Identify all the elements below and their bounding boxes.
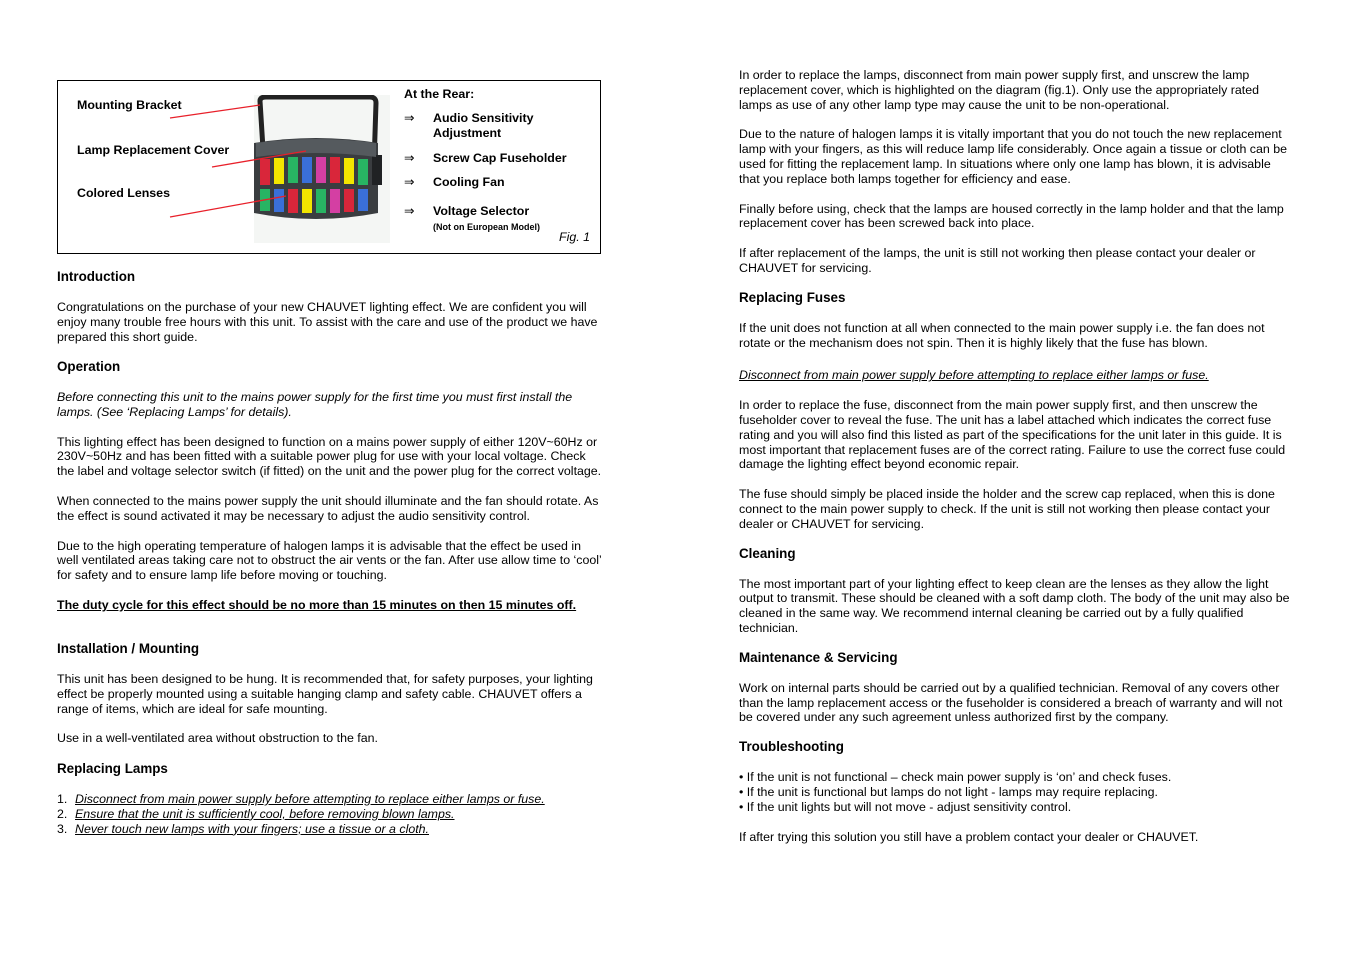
section-operation (57, 359, 605, 613)
maintenance-paragraph: Work on internal parts should be carried out by a qualified technician. Removal of any covers other than the lamp replacement access or the fuseholder is considered a breach of warranty and will not be covered under any such agreement unless authorized first by the company. (739, 680, 1283, 725)
rear-item-note: (Not on European Model) (433, 221, 540, 232)
right-column (739, 68, 1291, 844)
heading-maintenance: Maintenance & Servicing (739, 649, 898, 665)
troubleshooting-paragraph: If after trying this solution you still have a problem contact your dealer or CHAUVET. (739, 829, 1199, 844)
figure-caption: Fig. 1 (559, 230, 590, 244)
section-replacing-lamps (57, 761, 605, 836)
heading-operation: Operation (57, 359, 121, 374)
rear-item-label: Cooling Fan (433, 175, 505, 189)
heading-cleaning: Cleaning (739, 545, 796, 561)
lamp-steps-list (57, 792, 605, 836)
section-installation (57, 641, 605, 746)
operation-paragraph-3: Due to the high operating temperature of halogen lamps it is advisable that the effect be used in well ventilated areas taking care not to obstruct the air vents or the fan. After use allow time to ‘cool’ for safety and to ensure lamp life before moving or touching. (57, 538, 602, 583)
list-item: • If the unit is not functional – check main power supply is ‘on’ and check fuses. (739, 770, 1172, 785)
rear-item-label: Screw Cap Fuseholder (433, 151, 567, 165)
lamps-paragraph-3: Finally before using, check that the lamps are housed correctly in the lamp holder and that the lamp replacement cover has been screwed back into place. (739, 201, 1284, 231)
item-number: 2. (57, 806, 68, 821)
rear-item-voltage (404, 204, 540, 234)
item-number: 1. (57, 792, 68, 806)
rear-item-label-2: Adjustment (433, 125, 502, 140)
label-mounting-bracket: Mounting Bracket (77, 98, 182, 112)
heading-introduction: Introduction (57, 269, 136, 284)
list-item (57, 822, 605, 837)
label-lamp-cover: Lamp Replacement Cover (77, 143, 230, 157)
section-introduction (57, 269, 605, 344)
arrow-icon: ⇒ (404, 111, 415, 125)
arrow-icon: ⇒ (404, 204, 415, 218)
heading-installation: Installation / Mounting (57, 641, 200, 656)
installation-paragraph-1: This unit has been designed to be hung. It is recommended that, for safety purposes, your lighting effect be properly mounted using a suitable hanging clamp and safety cable. CHAUVET offers a range of items, which are ideal for safe mounting. (57, 672, 593, 716)
rear-item-label: Voltage Selector (433, 204, 530, 218)
intro-paragraph: Congratulations on the purchase of your new CHAUVET lighting effect. We are confident you will enjoy many trouble free hours with this unit. To assist with the care and use of the product we have prepared this short guide. (57, 300, 598, 344)
rear-title: At the Rear: (404, 87, 475, 101)
item-number: 3. (57, 821, 68, 836)
operation-paragraph-1: This lighting effect has been designed to function on a mains power supply of either 120V~60Hz or 230V~50Hz and has been fitted with a suitable power plug for use with your local voltage. Check the label and voltage selector switch (if fitted) on the unit and the power plug for the correct voltage. (57, 434, 602, 479)
lamps-paragraph-4: If after replacement of the lamps, the unit is still not working then please contact your dealer or CHAUVET for servicing. (739, 246, 1256, 275)
rear-item-fuseholder (404, 151, 567, 166)
operation-italic-note: Before connecting this unit to the mains power supply for the first time you must first install the lamps. (See ‘Replacing Lamps’ for details). (57, 390, 573, 419)
lamps-paragraph-1: In order to replace the lamps, disconnect from main power supply first, and unscrew the lamp replacement cover, which is highlighted on the diagram (fig.1). Only use the appropriately rated lamps as use of any other lamp type may cause the unit to be non-operational. (739, 68, 1260, 112)
cleaning-paragraph: The most important part of your lighting effect to keep clean are the lenses as they allow the light output to transmit. These should be cleaned with a soft damp cloth. The body of the unit may also be cleaned in the same way. We recommend internal cleaning be carried out by a fully qualified technician. (739, 576, 1290, 635)
heading-troubleshooting: Troubleshooting (739, 739, 844, 755)
operation-paragraph-2: When connected to the mains power supply the unit should illuminate and the fan should rotate. As the effect is sound activated it may be necessary to adjust the audio sensitivity control. (57, 493, 599, 523)
rear-item-label: Audio Sensitivity (433, 111, 534, 125)
fuses-paragraph-3: The fuse should simply be placed inside the holder and the screw cap replaced, when this is done connect to the main power supply to check. If the unit is still not working then please contact your dealer or CHAUVET for servicing. (739, 487, 1275, 531)
troubleshooting-list (739, 770, 1291, 814)
arrow-icon: ⇒ (404, 175, 415, 189)
fuses-paragraph-1: If the unit does not function at all when connected to the main power supply i.e. the fan does not rotate or the mechanism does not spin. Then it is highly likely that the fuse has blown. (739, 320, 1265, 350)
list-item (57, 807, 605, 822)
installation-paragraph-2: Use in a well-ventilated area without obstruction to the fan. (57, 731, 378, 746)
list-item (57, 792, 605, 807)
heading-replacing-lamps: Replacing Lamps (57, 761, 168, 776)
fuses-paragraph-2: In order to replace the fuse, disconnect from the main power supply first, and then unscrew the fuseholder cover to reveal the fuse. The unit has a label attached which indicates the correct fuse rating and you will also find this listed as part of the specifications for the unit later in this guide. It is most important that replacement fuses are of the correct rating. Failure to use the correct fuse could damage the lighting effect beyond economic repair. (739, 398, 1286, 472)
arrow-icon: ⇒ (404, 151, 415, 165)
item-text: Ensure that the unit is sufficiently cool, before removing blown lamps. (75, 806, 455, 821)
item-text: Disconnect from main power supply before attempting to replace either lamps or fuse. (75, 792, 545, 806)
lamps-paragraph-2: Due to the nature of halogen lamps it is vitally important that you do not touch the new replacement lamp with your fingers, as this will reduce lamp life considerably. Once again a tissue or cloth can be used for fitting the replacement lamp. In situations where only one lamp has blown, it is advisable that you replace both lamps together for efficiency and ease. (739, 127, 1287, 186)
heading-replacing-fuses: Replacing Fuses (739, 289, 846, 305)
list-item: • If the unit lights but will not move - adjust sensitivity control. (739, 799, 1072, 814)
fuses-warning: Disconnect from main power supply before attempting to replace either lamps or fuse. (739, 368, 1209, 383)
figure-1 (57, 80, 601, 254)
duty-cycle-warning: The duty cycle for this effect should be no more than 15 minutes on then 15 minutes off. (57, 597, 577, 612)
label-colored-lenses: Colored Lenses (77, 186, 170, 200)
rear-item-audio (404, 111, 534, 141)
item-text: Never touch new lamps with your fingers; use a tissue or a cloth. (75, 821, 429, 836)
rear-item-fan (404, 175, 505, 190)
list-item: • If the unit is functional but lamps do not light - lamps may require replacing. (739, 784, 1158, 799)
